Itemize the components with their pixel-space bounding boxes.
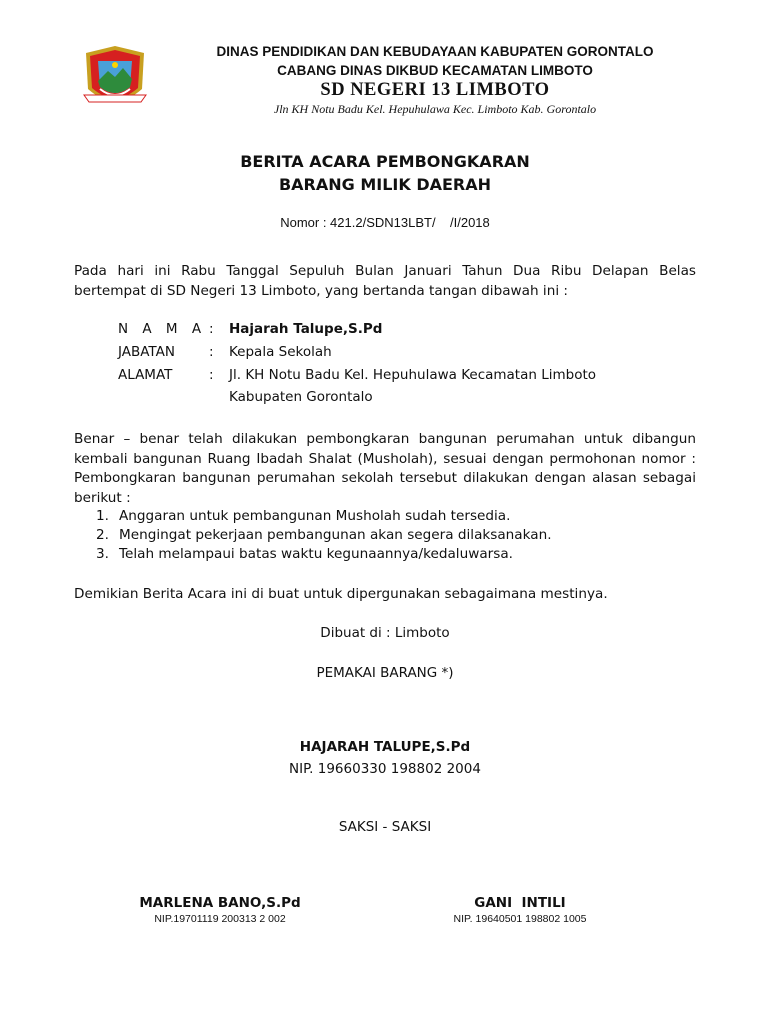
position-colon: :: [209, 344, 214, 360]
witness-2-nip: NIP. 19640501 198802 1005: [453, 913, 587, 925]
intro-paragraph: [74, 262, 696, 301]
signing-place: Dibuat di : Limboto: [320, 625, 450, 641]
witnesses-heading: SAKSI - SAKSI: [338, 819, 432, 835]
closing-paragraph: [74, 585, 696, 605]
school-address: Jln KH Notu Badu Kel. Hepuhulawa Kec. Limboto Kab. Gorontalo: [273, 102, 597, 116]
witness-1-name: MARLENA BANO,S.Pd: [139, 895, 301, 911]
address-value-line2: Kabupaten Gorontalo: [229, 389, 373, 405]
regency-emblem-icon: [78, 43, 152, 115]
witness-2-name: GANI INTILI: [474, 895, 566, 911]
school-name: SD NEGERI 13 LIMBOTO: [320, 80, 550, 100]
name-label: N A M A: [118, 321, 207, 337]
statement-text: Benar – benar telah dilakukan pembongkaran bangunan perumahan untuk dibangun kembali bangunan Ruang Ibadah Shalat (Musholah), sesuai dengan permohonan nomor : Pembongkaran bangunan perumahan sekolah tersebut dilakukan dengan alasan sebagai berikut :: [74, 431, 696, 506]
name-value: Hajarah Talupe,S.Pd: [229, 321, 383, 337]
list-item: [96, 508, 510, 524]
name-colon: :: [209, 321, 214, 337]
list-item: [96, 546, 513, 562]
document-subtitle: BARANG MILIK DAERAH: [278, 175, 492, 194]
address-label: ALAMAT: [118, 367, 173, 383]
signer-role: PEMAKAI BARANG *): [316, 665, 454, 681]
document-number: Nomor : 421.2/SDN13LBT/ /I/2018: [280, 215, 490, 230]
agency-name: DINAS PENDIDIKAN DAN KEBUDAYAAN KABUPATEN GORONTALO: [216, 44, 654, 59]
list-number: 1.: [96, 508, 109, 524]
intro-text: Pada hari ini Rabu Tanggal Sepuluh Bulan Januari Tahun Dua Ribu Delapan Belas bertempat di SD Negeri 13 Limboto, yang bertanda tangan dibawah ini :: [74, 263, 696, 299]
address-value-line1: Jl. KH Notu Badu Kel. Hepuhulawa Kecamatan Limboto: [229, 367, 597, 383]
closing-text: Demikian Berita Acara ini di buat untuk dipergunakan sebagaimana mestinya.: [74, 586, 608, 602]
list-text: Anggaran untuk pembangunan Musholah sudah tersedia.: [119, 508, 511, 524]
address-colon: :: [209, 367, 214, 383]
list-text: Mengingat pekerjaan pembangunan akan segera dilaksanakan.: [119, 527, 552, 543]
list-text: Telah melampaui batas waktu kegunaannya/kedaluwarsa.: [119, 546, 513, 562]
document-title: BERITA ACARA PEMBONGKARAN: [240, 152, 530, 171]
branch-name: CABANG DINAS DIKBUD KECAMATAN LIMBOTO: [277, 63, 593, 78]
signer-name: HAJARAH TALUPE,S.Pd: [299, 739, 471, 755]
witness-1-nip: NIP.19701119 200313 2 002: [154, 913, 286, 925]
list-item: [96, 527, 552, 543]
position-value: Kepala Sekolah: [229, 344, 332, 360]
position-label: JABATAN: [118, 344, 175, 360]
list-number: 3.: [96, 546, 109, 562]
list-number: 2.: [96, 527, 109, 543]
statement-paragraph: [74, 430, 696, 508]
signer-nip: NIP. 19660330 198802 2004: [289, 761, 481, 777]
